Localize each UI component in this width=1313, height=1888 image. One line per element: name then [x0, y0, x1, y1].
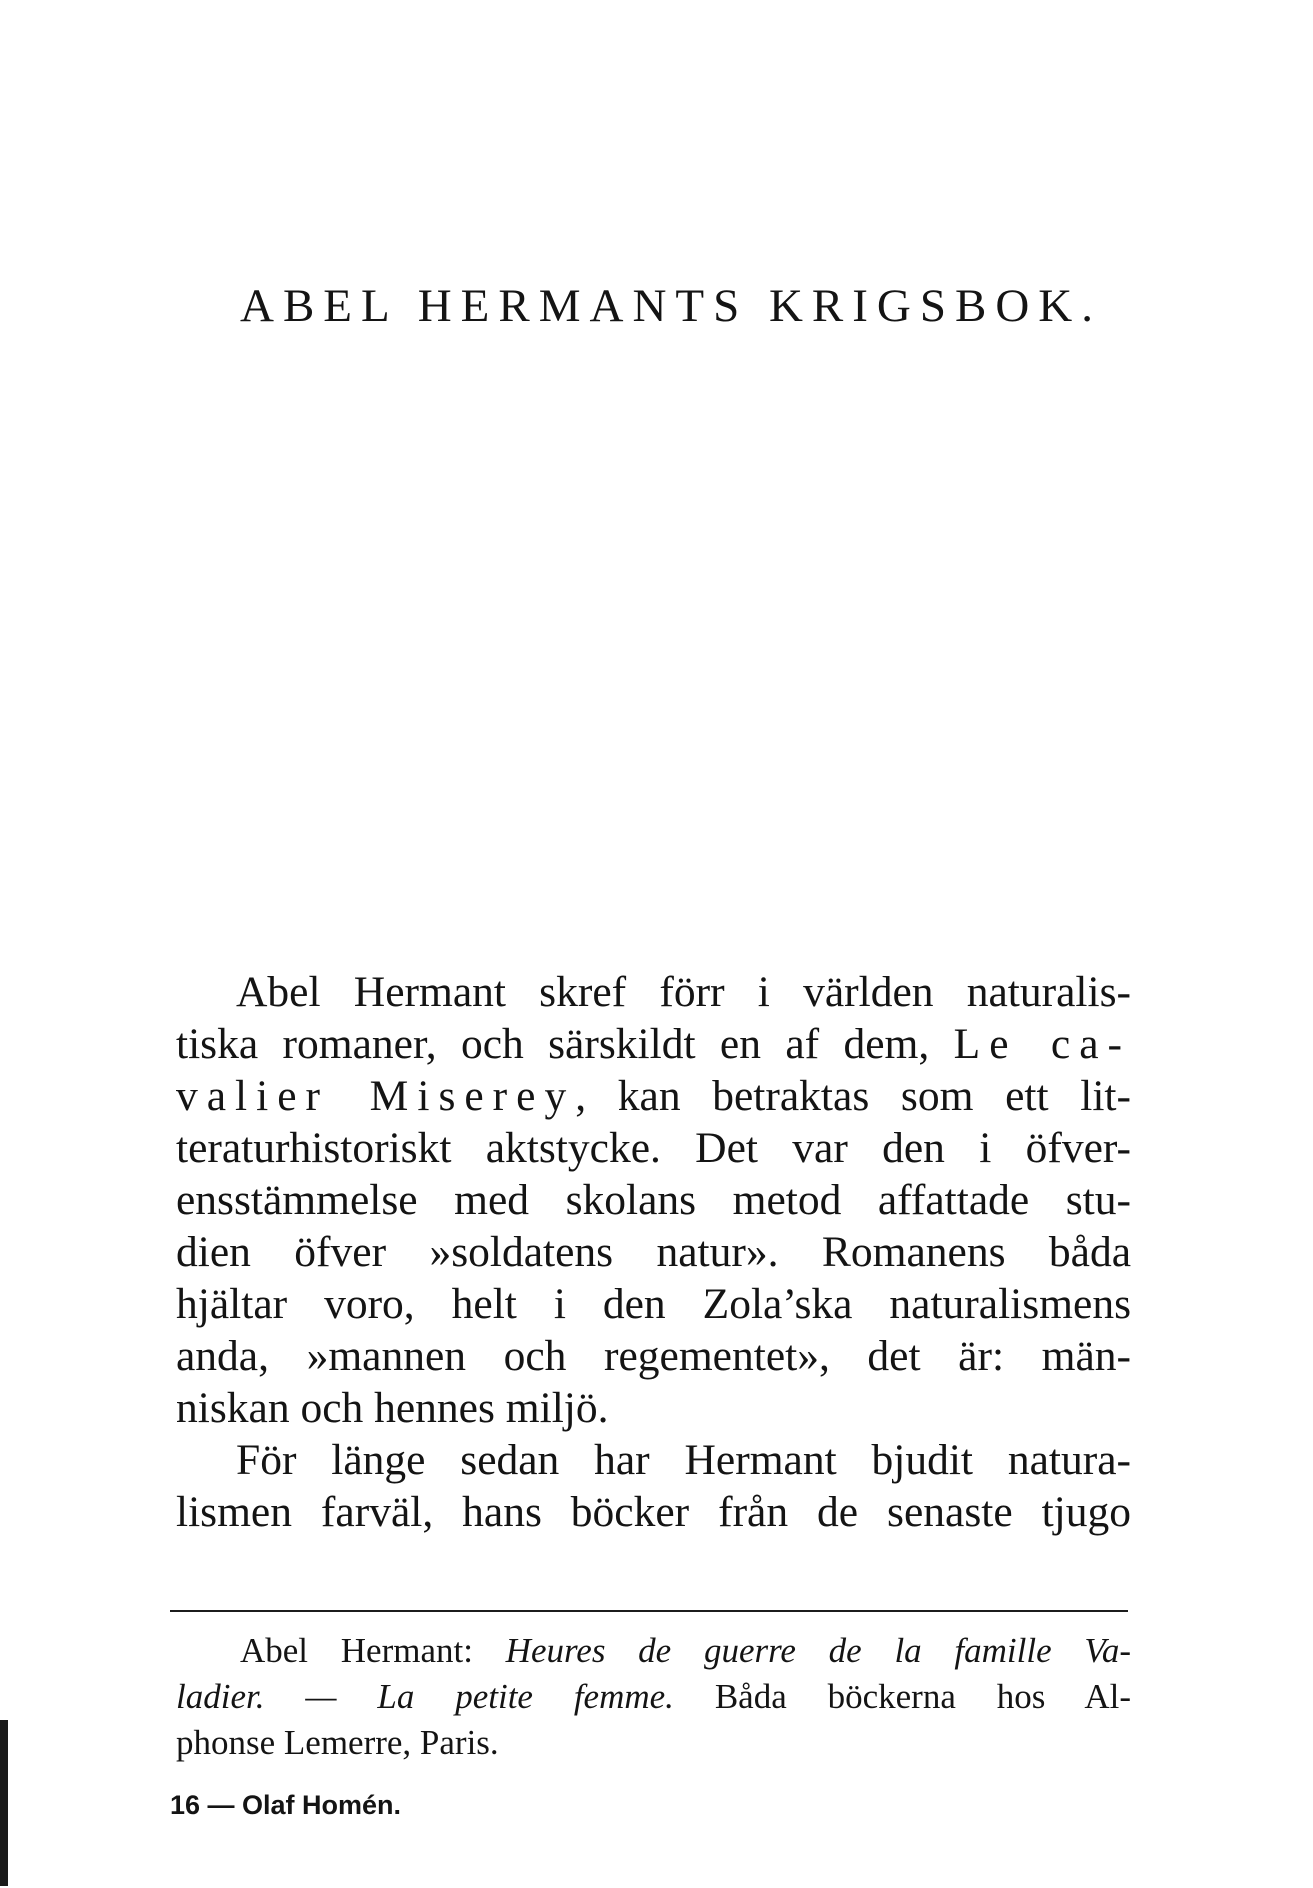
text-run: anda, »mannen och regementet», det är: män- — [176, 1332, 1131, 1380]
scan-edge-mark — [0, 1720, 8, 1886]
text-run: hjältar voro, helt i den Zola’ska naturalismens — [176, 1280, 1131, 1328]
text-run: Abel Hermant: — [240, 1631, 506, 1670]
body-line — [176, 1122, 1131, 1174]
text-run: För länge sedan har Hermant bjudit natura- — [236, 1436, 1131, 1484]
text-run: teraturhistoriskt aktstycke. Det var den i öfver- — [176, 1124, 1131, 1172]
body-line — [176, 1278, 1131, 1330]
text-run: niskan och hennes miljö. — [176, 1384, 609, 1432]
text-run: dien öfver »soldatens natur». Romanens båda — [176, 1228, 1131, 1276]
body-line — [176, 966, 1131, 1018]
body-line — [176, 1382, 1131, 1434]
text-run: ensstämmelse med skolans metod affattade stu- — [176, 1176, 1131, 1224]
body-line — [176, 1174, 1131, 1226]
body-line — [176, 1070, 1131, 1122]
text-run: phonse Lemerre, Paris. — [176, 1723, 499, 1762]
text-run: Båda böckerna hos Al- — [673, 1677, 1131, 1716]
footnote-line — [176, 1674, 1131, 1720]
chapter-title: ABEL HERMANTS KRIGSBOK. — [240, 280, 1102, 332]
spaced-title-run: Le ca- — [953, 1020, 1132, 1068]
footnote-divider — [170, 1610, 1128, 1612]
text-run: lismen farväl, hans böcker från de senaste tjugo — [176, 1488, 1131, 1536]
body-line — [176, 1434, 1131, 1486]
body-text — [176, 966, 1131, 1538]
body-line — [176, 1330, 1131, 1382]
signature-mark: 16 — Olaf Homén. — [170, 1790, 402, 1820]
italic-title-run: Heures de guerre de la famille Va- — [505, 1631, 1131, 1670]
italic-title-run: ladier. — La petite femme. — [176, 1677, 674, 1716]
text-run: tiska romaner, och särskildt en af dem, — [176, 1020, 954, 1068]
text-run: Abel Hermant skref förr i världen naturalis- — [236, 968, 1131, 1016]
footnote-line — [176, 1628, 1131, 1674]
body-line — [176, 1018, 1131, 1070]
body-line — [176, 1226, 1131, 1278]
text-run: , kan betraktas som ett lit- — [575, 1072, 1131, 1120]
spaced-title-run: valier Miserey — [176, 1072, 576, 1120]
footnote-line — [176, 1720, 1131, 1766]
footnote — [176, 1628, 1131, 1766]
body-line — [176, 1486, 1131, 1538]
